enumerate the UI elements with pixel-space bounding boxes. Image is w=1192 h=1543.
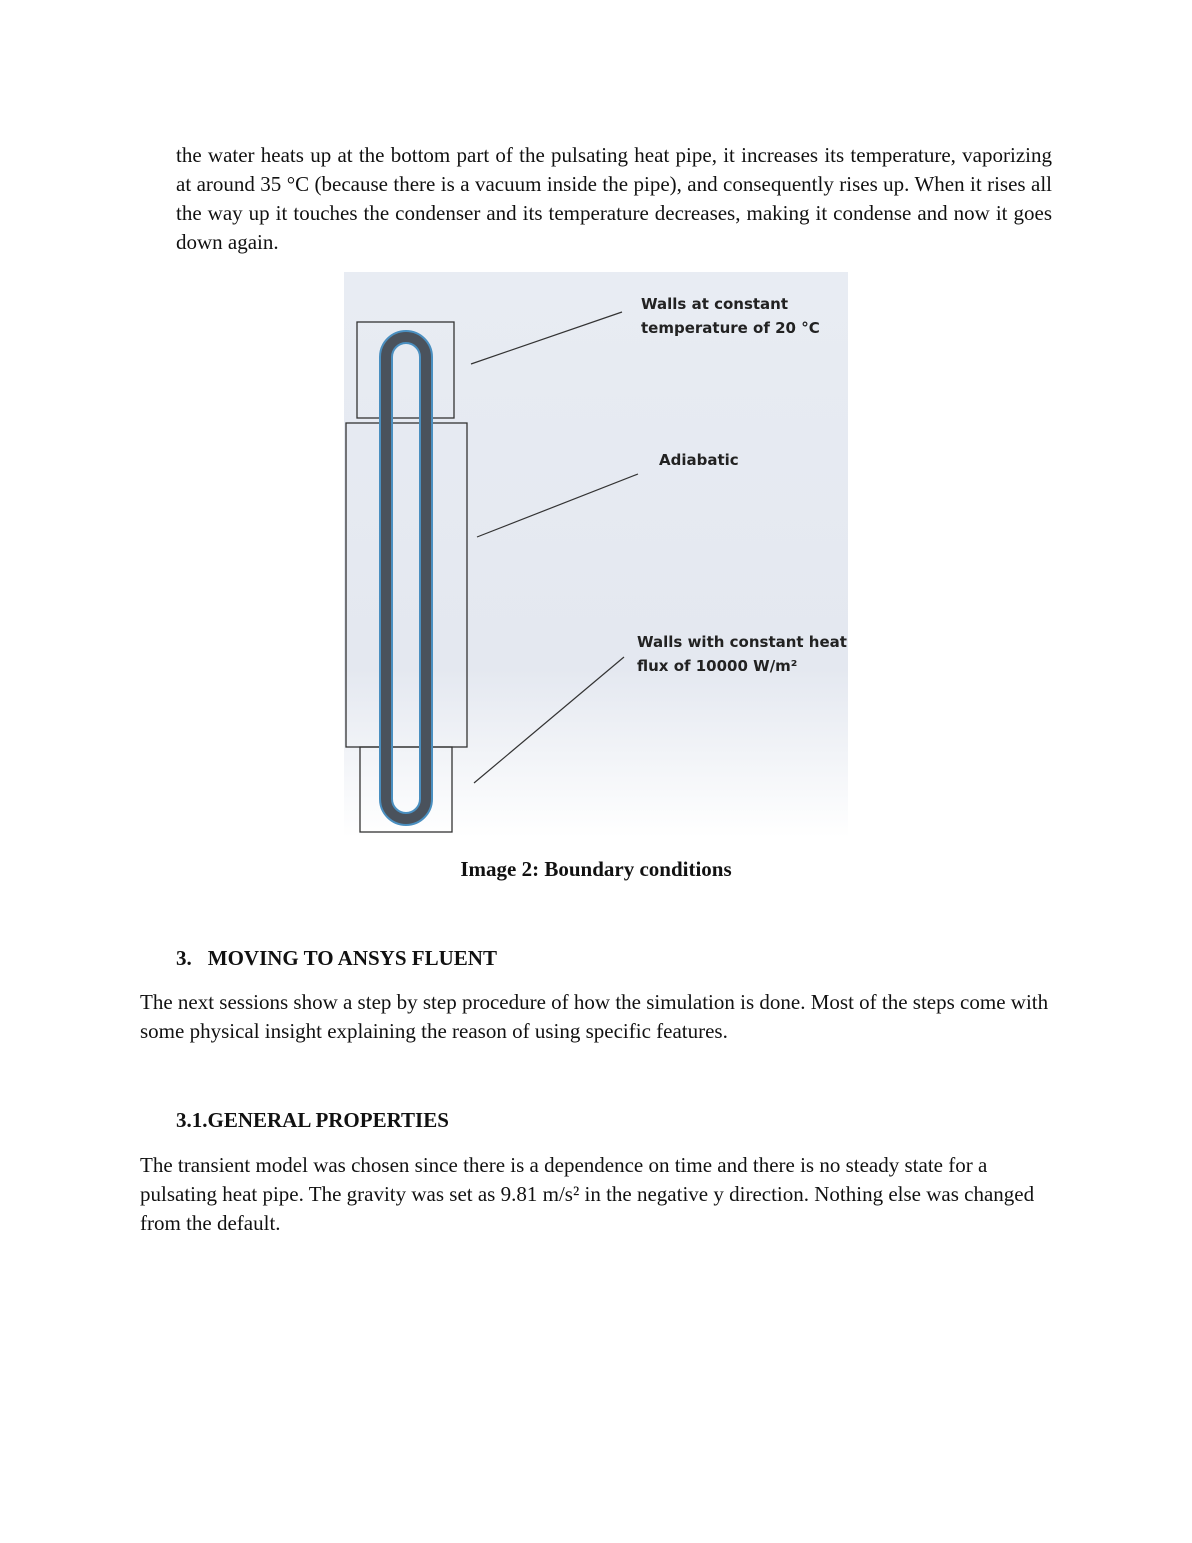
intro-paragraph: the water heats up at the bottom part of the pulsating heat pipe, it increases its temperature, vaporizing at around 35 °C (because there is a vacuum inside the pipe), and consequently rises up. When it rises all the way up it touches the condenser and its temperature decreases, making it condense and now it goes down again. <box>176 143 1052 254</box>
section-3-1-heading: 3.1.GENERAL PROPERTIES <box>176 1108 449 1132</box>
section-3-paragraph: The next sessions show a step by step procedure of how the simulation is done. Most of the steps come with some physical insight explaining the reason of using specific features. <box>140 990 1049 1043</box>
label-top-line1: Walls at constant <box>641 295 789 313</box>
figure-caption: Image 2: Boundary conditions <box>460 857 732 881</box>
label-middle: Adiabatic <box>659 451 739 469</box>
section-3-heading <box>176 944 497 973</box>
section-3-1-paragraph: The transient model was chosen since there is a dependence on time and there is no steady state for a pulsating heat pipe. The gravity was set as 9.81 m/s² in the negative y direction. Nothing else was changed from the default. <box>140 1153 1035 1235</box>
heat-pipe-diagram <box>344 272 848 838</box>
boundary-conditions-figure <box>344 272 848 838</box>
label-bottom-line2: flux of 10000 W/m² <box>637 657 798 675</box>
section-3-title: MOVING TO ANSYS FLUENT <box>207 946 497 970</box>
label-bottom-line1: Walls with constant heat <box>637 633 847 651</box>
label-top-line2: temperature of 20 °C <box>641 319 820 337</box>
section-3-number: 3. <box>176 946 192 970</box>
